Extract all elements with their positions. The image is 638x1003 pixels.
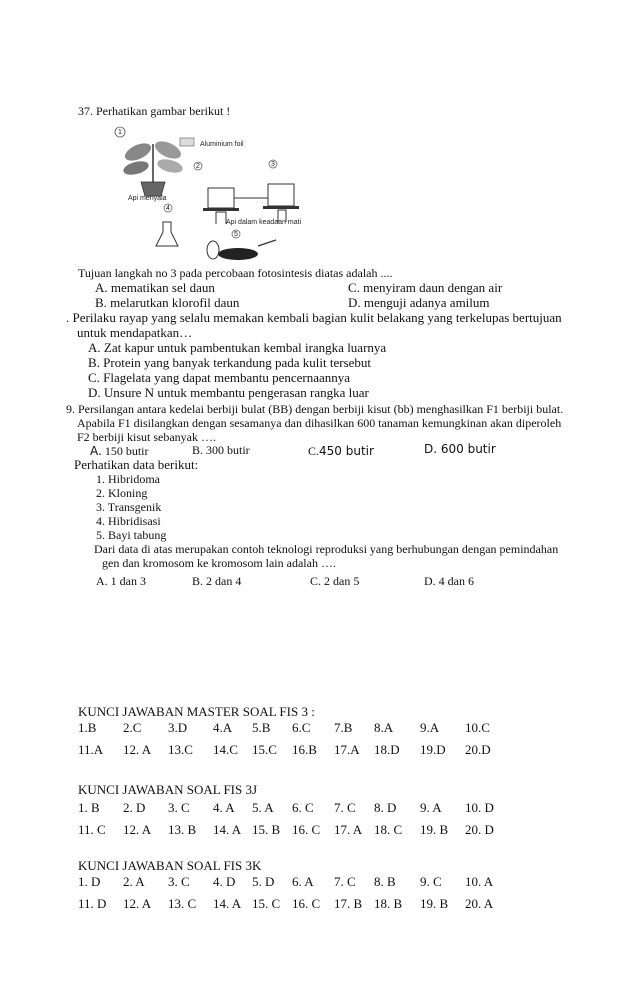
q40-option-b: B. 2 dan 4 bbox=[192, 574, 242, 588]
answer-key-cell: 16. C bbox=[292, 822, 321, 837]
answer-key-cell: 10. A bbox=[465, 874, 494, 889]
answer-key-title: KUNCI JAWABAN SOAL FIS 3J bbox=[78, 782, 258, 797]
answer-key-cell: 5. A bbox=[252, 800, 274, 815]
answer-key-cell: 8.A bbox=[374, 720, 394, 735]
answer-key-cell: 9. A bbox=[420, 800, 442, 815]
answer-key-cell: 3. C bbox=[168, 874, 190, 889]
q37-title: 37. Perhatikan gambar berikut ! bbox=[78, 104, 231, 118]
q39-option-c-letter: C. bbox=[308, 444, 320, 458]
answer-key-cell: 9.A bbox=[420, 720, 440, 735]
q37-option-c: C. menyiram daun dengan air bbox=[348, 280, 503, 295]
figure-label-api-menyala: Api menyala bbox=[128, 195, 167, 202]
answer-key-cell: 10. D bbox=[465, 800, 494, 815]
photosynthesis-experiment-figure bbox=[108, 124, 320, 264]
answer-key-cell: 3.D bbox=[168, 720, 188, 735]
q39-option-c bbox=[308, 442, 374, 460]
answer-key-cell: 15. C bbox=[252, 896, 281, 911]
answer-key-cell: 1. D bbox=[78, 874, 101, 889]
figure-label-aluminium-foil: Aluminium foil bbox=[200, 141, 244, 148]
answer-key-cell: 18.D bbox=[374, 742, 400, 757]
q38-stem-line2: untuk mendapatkan… bbox=[77, 325, 193, 340]
answer-key-cell: 16. C bbox=[292, 896, 321, 911]
answer-key-cell: 19.D bbox=[420, 742, 446, 757]
answer-key-cell: 15. B bbox=[252, 822, 281, 837]
answer-key-cell: 20. A bbox=[465, 896, 494, 911]
q40-item-1: 1. Hibridoma bbox=[96, 472, 160, 486]
answer-key-cell: 14.C bbox=[213, 742, 238, 757]
q40-option-a: A. 1 dan 3 bbox=[96, 574, 146, 588]
q39-option-c-text: 450 butir bbox=[319, 444, 374, 458]
q38-option-c: C. Flagelata yang dapat membantu pencernaannya bbox=[88, 370, 351, 385]
answer-key-cell: 13. C bbox=[168, 896, 197, 911]
q38-option-a: A. Zat kapur untuk pambentukan kembal irangka luarnya bbox=[88, 340, 387, 355]
answer-key-cell: 11. D bbox=[78, 896, 107, 911]
q39-option-d: D. 600 butir bbox=[424, 442, 496, 456]
q40-item-4: 4. Hibridisasi bbox=[96, 514, 161, 528]
q40-title: Perhatikan data berikut: bbox=[74, 457, 199, 472]
answer-key-cell: 14. A bbox=[213, 896, 242, 911]
answer-key-cell: 3. C bbox=[168, 800, 190, 815]
figure-number-4: 4 bbox=[166, 205, 170, 212]
q37-option-b: B. melarutkan klorofil daun bbox=[95, 295, 240, 310]
answer-key-cell: 7. C bbox=[334, 874, 356, 889]
q37-option-a: A. mematikan sel daun bbox=[95, 280, 215, 295]
answer-key-cell: 5. D bbox=[252, 874, 275, 889]
answer-key-cell: 18. C bbox=[374, 822, 403, 837]
q39-option-a-text: 150 butir bbox=[101, 444, 149, 458]
answer-key-cell: 5.B bbox=[252, 720, 271, 735]
q39-option-b: B. 300 butir bbox=[192, 443, 250, 457]
answer-key-cell: 13.C bbox=[168, 742, 193, 757]
figure-label-api-mati: Api dalam keadaan mati bbox=[226, 219, 302, 226]
figure-number-1: 1 bbox=[118, 129, 122, 136]
answer-key-cell: 6. C bbox=[292, 800, 314, 815]
figure-number-3: 3 bbox=[271, 161, 275, 168]
figure-number-2: 2 bbox=[196, 163, 200, 170]
answer-key-title: KUNCI JAWABAN SOAL FIS 3K bbox=[78, 858, 262, 873]
q40-item-5: 5. Bayi tabung bbox=[96, 528, 167, 542]
answer-key-cell: 4. D bbox=[213, 874, 236, 889]
answer-key-cell: 9. C bbox=[420, 874, 442, 889]
answer-key-cell: 6. A bbox=[292, 874, 314, 889]
answer-key-cell: 1. B bbox=[78, 800, 100, 815]
answer-key-cell: 12. A bbox=[123, 742, 152, 757]
q40-item-3: 3. Transgenik bbox=[96, 500, 162, 514]
q40-stem-line1: Dari data di atas merupakan contoh teknologi reproduksi yang berhubungan dengan pemindahan bbox=[94, 542, 559, 556]
answer-key-cell: 4.A bbox=[213, 720, 233, 735]
answer-key-cell: 15.C bbox=[252, 742, 277, 757]
answer-key-cell: 8. B bbox=[374, 874, 396, 889]
q39-line3: F2 berbiji kisut sebanyak …. bbox=[77, 430, 216, 444]
answer-key-cell: 2.C bbox=[123, 720, 142, 735]
figure-number-5: 5 bbox=[234, 231, 238, 238]
answer-key-cell: 19. B bbox=[420, 896, 449, 911]
q40-option-c: C. 2 dan 5 bbox=[310, 574, 360, 588]
answer-key-cell: 17.A bbox=[334, 742, 360, 757]
answer-key-cell: 16.B bbox=[292, 742, 317, 757]
answer-key-cell: 18. B bbox=[374, 896, 403, 911]
answer-key-cell: 7. C bbox=[334, 800, 356, 815]
answer-key-cell: 13. B bbox=[168, 822, 197, 837]
answer-key-cell: 12. A bbox=[123, 896, 152, 911]
answer-key-cell: 11. C bbox=[78, 822, 106, 837]
answer-key-cell: 2. A bbox=[123, 874, 145, 889]
answer-key-cell: 6.C bbox=[292, 720, 311, 735]
q38-option-b: B. Protein yang banyak terkandung pada kulit tersebut bbox=[88, 355, 372, 370]
q40-item-2: 2. Kloning bbox=[96, 486, 148, 500]
answer-key-cell: 17. B bbox=[334, 896, 363, 911]
q38-option-d: D. Unsure N untuk membantu pengerasan rangka luar bbox=[88, 385, 369, 400]
q39-line2: Apabila F1 disilangkan dengan sesamanya dan dihasilkan 600 tanaman kemungkinan akan diperoleh bbox=[77, 416, 562, 430]
answer-key-cell: 14. A bbox=[213, 822, 242, 837]
q38-stem-line1: . Perilaku rayap yang selalu memakan kembali bagian kulit belakang yang terkelupas bertujuan bbox=[66, 310, 562, 325]
answer-key-cell: 19. B bbox=[420, 822, 449, 837]
answer-key-cell: 20. D bbox=[465, 822, 494, 837]
answer-key-cell: 1.B bbox=[78, 720, 97, 735]
answer-key-cell: 10.C bbox=[465, 720, 490, 735]
answer-key-cell: 2. D bbox=[123, 800, 146, 815]
answer-key-cell: 17. A bbox=[334, 822, 363, 837]
answer-key-cell: 4. A bbox=[213, 800, 235, 815]
answer-key-cell: 20.D bbox=[465, 742, 491, 757]
answer-key-cell: 7.B bbox=[334, 720, 353, 735]
answer-key-cell: 11.A bbox=[78, 742, 104, 757]
q37-option-d: D. menguji adanya amilum bbox=[348, 295, 490, 310]
q37-stem: Tujuan langkah no 3 pada percobaan fotosintesis diatas adalah .... bbox=[78, 266, 393, 280]
answer-key-title: KUNCI JAWABAN MASTER SOAL FIS 3 : bbox=[78, 704, 315, 719]
answer-key-cell: 8. D bbox=[374, 800, 397, 815]
q40-option-d: D. 4 dan 6 bbox=[424, 574, 474, 588]
experiment-illustration bbox=[108, 124, 320, 264]
answer-key-cell: 12. A bbox=[123, 822, 152, 837]
q39-option-a-letter: A. bbox=[90, 444, 102, 458]
q40-stem-line2: gen dan kromosom ke kromosom lain adalah …. bbox=[102, 556, 336, 570]
potted-plant-illustration bbox=[115, 127, 244, 196]
q39-line1: 9. Persilangan antara kedelai berbiji bulat (BB) dengan berbiji kisut (bb) menghasilkan F1 berbiji bulat. bbox=[66, 402, 564, 416]
